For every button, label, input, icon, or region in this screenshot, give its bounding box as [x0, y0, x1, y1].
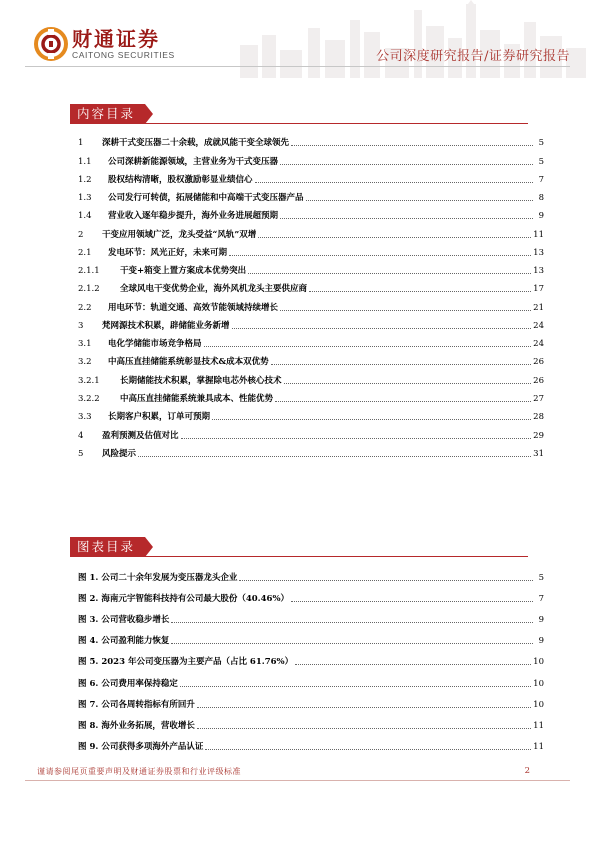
figures-title-label: 图表目录	[70, 537, 145, 557]
contents-entry-title: 发电环节：风光正好，未来可期	[108, 247, 228, 258]
contents-entry-title: 盈利预测及估值对比	[102, 430, 179, 441]
figure-entry-number: 图 6.	[78, 678, 99, 689]
dot-leader	[180, 686, 531, 687]
figure-entry-number: 图 9.	[78, 741, 99, 752]
figure-entry-title: 公司费用率保持稳定	[101, 678, 178, 689]
figure-entry[interactable]	[78, 689, 544, 710]
figure-entry-number: 图 2.	[78, 594, 99, 605]
contents-entry-page: 17	[533, 284, 544, 295]
contents-entry[interactable]	[78, 221, 544, 239]
contents-entry[interactable]	[78, 167, 544, 185]
figure-entry-number: 图 3.	[78, 615, 99, 626]
contents-entry-title: 深耕干式变压器二十余载，成就风能干变全球领先	[102, 138, 290, 149]
contents-entry-page: 28	[533, 412, 544, 423]
dot-leader	[306, 200, 533, 201]
contents-entry[interactable]	[78, 185, 544, 203]
contents-entry-title: 营业收入逐年稳步提升，海外业务进展超预期	[108, 211, 279, 222]
contents-entry-number: 3.2.2	[78, 393, 100, 404]
dot-leader	[171, 643, 533, 644]
contents-entry-title: 用电环节：轨道交通、高效节能领域持续增长	[108, 302, 279, 313]
dot-leader	[239, 580, 533, 581]
contents-entry-page: 26	[533, 357, 544, 368]
contents-entry-page: 31	[533, 448, 544, 459]
dot-leader	[197, 707, 531, 708]
figure-entry-title: 公司各周转指标有所回升	[101, 699, 195, 710]
dot-leader	[280, 310, 531, 311]
figure-entry-title: 公司盈利能力恢复	[101, 636, 170, 647]
logo-chinese-name: 财通证券	[72, 27, 160, 51]
contents-entry[interactable]	[78, 367, 544, 385]
contents-entry-page: 8	[538, 193, 544, 204]
dot-leader	[181, 438, 532, 439]
contents-entry-page: 29	[533, 430, 544, 441]
caitong-logo-icon	[34, 27, 68, 61]
contents-entry-number: 2.1	[78, 247, 92, 258]
contents-entry-title: 公司深耕新能源领域，主营业务为干式变压器	[108, 156, 279, 167]
figure-entry-number: 图 5.	[78, 657, 99, 668]
footer-disclaimer: 谨请参阅尾页重要声明及财通证券股票和行业评级标准	[37, 767, 241, 776]
figure-entry[interactable]	[78, 731, 544, 752]
figure-entry-page: 10	[533, 678, 544, 689]
contents-entry[interactable]	[78, 258, 544, 276]
dot-leader	[248, 273, 531, 274]
figure-entry[interactable]	[78, 583, 544, 604]
contents-entry-page: 13	[533, 266, 544, 277]
contents-entry-title: 中高压直挂储能系统兼具成本、性能优势	[120, 393, 274, 404]
contents-entry-title: 全球风电干变优势企业，海外风机龙头主要供应商	[120, 284, 308, 295]
contents-entry[interactable]	[78, 313, 544, 331]
dot-leader	[291, 601, 533, 602]
dot-leader	[280, 218, 533, 219]
report-type-label: 公司深度研究报告/证券研究报告	[376, 49, 570, 64]
figures-list	[78, 562, 544, 752]
contents-entry-title: 电化学储能市场竞争格局	[108, 339, 202, 350]
contents-entry-title: 干变应用领域广泛，龙头受益“风轨”双增	[102, 229, 257, 240]
contents-entry[interactable]	[78, 148, 544, 166]
contents-entry-number: 2.1.2	[78, 284, 100, 295]
contents-entry-number: 1.2	[78, 174, 92, 185]
contents-entry-title: 股权结构清晰，股权激励彰显业绩信心	[108, 174, 253, 185]
contents-entry[interactable]	[78, 404, 544, 422]
page-number: 2	[524, 766, 530, 776]
contents-entry[interactable]	[78, 386, 544, 404]
figure-entry-number: 图 8.	[78, 720, 99, 731]
figure-entry[interactable]	[78, 625, 544, 646]
figure-entry-title: 公司获得多项海外产品认证	[101, 741, 204, 752]
dot-leader	[275, 401, 531, 402]
dot-leader	[295, 664, 531, 665]
contents-entry-number: 3.2	[78, 357, 92, 368]
figure-entry[interactable]	[78, 604, 544, 625]
contents-entry-number: 2	[78, 229, 84, 240]
dot-leader	[171, 622, 533, 623]
contents-entry-number: 3.3	[78, 412, 92, 423]
dot-leader	[284, 383, 532, 384]
contents-entry[interactable]	[78, 130, 544, 148]
contents-entry-title: 长期储能技术积累，掌握除电芯外核心技术	[120, 375, 282, 386]
dot-leader	[204, 346, 532, 347]
dot-leader	[271, 364, 531, 365]
figure-entry-title: 海南元宇智能科技持有公司最大股份（40.46%）	[101, 594, 290, 605]
page-header	[0, 0, 595, 80]
contents-entry-page: 24	[533, 320, 544, 331]
dot-leader	[280, 164, 533, 165]
logo-english-name: CAITONG SECURITIES	[72, 50, 175, 60]
contents-entry-number: 2.1.1	[78, 266, 100, 277]
dot-leader	[197, 728, 531, 729]
contents-entry[interactable]	[78, 441, 544, 459]
figure-entry-page: 10	[533, 657, 544, 668]
dot-leader	[229, 255, 531, 256]
contents-entry[interactable]	[78, 422, 544, 440]
dot-leader	[258, 237, 531, 238]
figure-entry[interactable]	[78, 667, 544, 688]
figure-entry-page: 9	[538, 636, 544, 647]
figure-entry[interactable]	[78, 646, 544, 667]
figure-entry-title: 海外业务拓展，营收增长	[101, 720, 195, 731]
contents-entry[interactable]	[78, 294, 544, 312]
contents-entry[interactable]	[78, 203, 544, 221]
figure-entry-title: 公司营收稳步增长	[101, 615, 170, 626]
contents-entry-page: 5	[538, 138, 544, 149]
contents-entry-title: 中高压直挂储能系统彰显技术&成本双优势	[108, 357, 269, 368]
contents-entry-page: 9	[538, 211, 544, 222]
contents-entry-number: 1.1	[78, 156, 92, 167]
dot-leader	[232, 328, 532, 329]
contents-entry-number: 1.3	[78, 193, 92, 204]
contents-entry-number: 4	[78, 430, 84, 441]
contents-entry[interactable]	[78, 276, 544, 294]
figure-entry-page: 9	[538, 615, 544, 626]
figure-entry[interactable]	[78, 710, 544, 731]
figure-entry-page: 11	[533, 741, 544, 752]
dot-leader	[291, 145, 533, 146]
contents-entry-number: 1	[78, 138, 84, 149]
figure-entry-title: 2023 年公司变压器为主要产品（占比 61.76%）	[101, 657, 294, 668]
contents-entry-page: 26	[533, 375, 544, 386]
contents-entry-number: 5	[78, 448, 84, 459]
contents-entry-title: 梵网源技术积累，辟储能业务新增	[102, 320, 230, 331]
contents-title-label: 内容目录	[70, 104, 145, 124]
contents-entry-page: 13	[533, 247, 544, 258]
figure-entry-page: 11	[533, 720, 544, 731]
company-logo	[34, 27, 175, 61]
footer-divider	[25, 780, 570, 781]
figure-entry-title: 公司二十余年发展为变压器龙头企业	[101, 573, 238, 584]
dot-leader	[138, 456, 531, 457]
contents-entry-number: 2.2	[78, 302, 92, 313]
dot-leader	[255, 182, 533, 183]
contents-entry-page: 7	[538, 174, 544, 185]
contents-entry-title: 干变+箱变上置方案成本优势突出	[120, 266, 247, 277]
contents-entry-number: 3.2.1	[78, 375, 100, 386]
contents-entry-number: 1.4	[78, 211, 92, 222]
contents-entry-page: 27	[533, 393, 544, 404]
figure-entry-number: 图 7.	[78, 699, 99, 710]
figure-entry-number: 图 1.	[78, 573, 99, 584]
contents-entry-page: 5	[538, 156, 544, 167]
contents-entry-page: 21	[533, 302, 544, 313]
figure-entry-page: 7	[538, 594, 544, 605]
figure-entry[interactable]	[78, 562, 544, 583]
figure-entry-page: 5	[538, 573, 544, 584]
contents-entry[interactable]	[78, 331, 544, 349]
contents-entry-title: 风险提示	[102, 448, 137, 459]
dot-leader	[212, 419, 531, 420]
dot-leader	[309, 291, 531, 292]
header-divider	[25, 66, 570, 67]
contents-list	[78, 130, 544, 459]
contents-section-title	[70, 104, 528, 124]
contents-entry[interactable]	[78, 240, 544, 258]
contents-entry-title: 公司发行可转债，拓展储能和中高端干式变压器产品	[108, 193, 304, 204]
figure-entry-number: 图 4.	[78, 636, 99, 647]
contents-entry-number: 3	[78, 320, 84, 331]
contents-entry-title: 长期客户积累，订单可预期	[108, 412, 211, 423]
figures-section-title	[70, 537, 528, 557]
figure-entry-page: 10	[533, 699, 544, 710]
contents-entry[interactable]	[78, 349, 544, 367]
dot-leader	[205, 749, 531, 750]
contents-entry-page: 24	[533, 339, 544, 350]
contents-entry-page: 11	[533, 229, 544, 240]
contents-entry-number: 3.1	[78, 339, 92, 350]
